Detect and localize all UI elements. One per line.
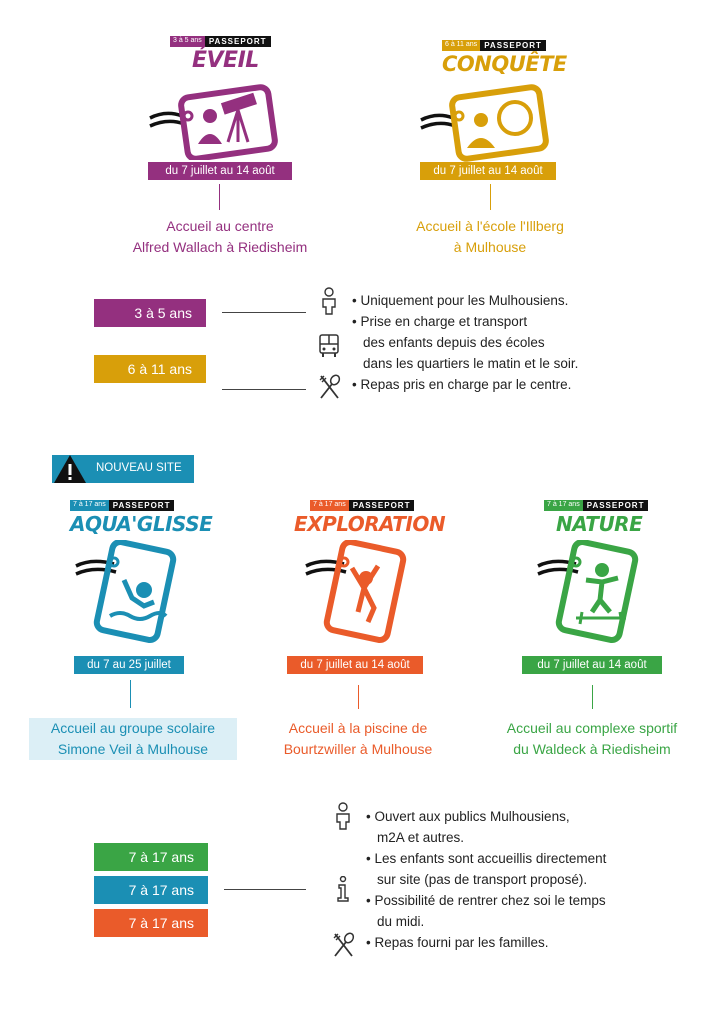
age-tag: 7 à 17 ans — [310, 500, 349, 511]
age-tag: 7 à 17 ans — [544, 500, 583, 511]
bus-icon — [318, 333, 340, 359]
warning-icon — [52, 453, 88, 485]
venue — [29, 718, 237, 760]
balance-icon — [536, 540, 646, 650]
passport-title: AQUA'GLISSE — [70, 512, 213, 536]
compass-icon — [419, 84, 549, 164]
venue-line: Accueil au centre — [166, 218, 274, 234]
info-line: des enfants depuis des écoles — [363, 335, 545, 350]
age-bar: 7 à 17 ans — [94, 876, 208, 904]
age-bar: 6 à 11 ans — [94, 355, 206, 383]
venue-line: Accueil à l'école l'Illberg — [416, 218, 564, 234]
venue — [380, 216, 600, 258]
info-list — [366, 806, 606, 953]
info-line: • Ouvert aux publics Mulhousiens, — [366, 809, 570, 824]
passport-label: PASSEPORT — [480, 40, 546, 51]
connector — [358, 685, 359, 709]
divider — [222, 389, 306, 390]
age-tag: 6 à 11 ans — [442, 40, 480, 51]
passport-title: CONQUÊTE — [442, 52, 567, 76]
age-bar: 3 à 5 ans — [94, 299, 206, 327]
person-icon — [334, 802, 352, 830]
venue-line: Accueil à la piscine de — [288, 720, 428, 736]
age-bar: 7 à 17 ans — [94, 843, 208, 871]
passport-exploration — [290, 498, 446, 648]
connector — [219, 184, 220, 210]
age-tag: 3 à 5 ans — [170, 36, 205, 47]
info-line: sur site (pas de transport proposé). — [377, 872, 588, 887]
climber-icon — [304, 540, 414, 650]
passport-title: EXPLORATION — [294, 512, 446, 536]
info-icon — [336, 876, 350, 902]
connector — [130, 680, 131, 708]
date-badge: du 7 juillet au 14 août — [522, 656, 662, 674]
notice-label: NOUVEAU SITE — [96, 462, 182, 474]
info-line: • Les enfants sont accueillis directement — [366, 851, 607, 866]
venue-line: du Waldeck à Riedisheim — [513, 741, 671, 757]
venue-line: Simone Veil à Mulhouse — [57, 741, 209, 757]
venue-line: Bourtzwiller à Mulhouse — [283, 741, 433, 757]
connector — [592, 685, 593, 709]
venue-line: à Mulhouse — [453, 239, 527, 255]
info-list — [352, 290, 578, 395]
connector — [490, 184, 491, 210]
passport-title: NATURE — [556, 512, 643, 536]
passport-label: PASSEPORT — [109, 500, 175, 511]
notice-banner — [52, 455, 194, 483]
info-line: • Possibilité de rentrer chez soi le temps — [366, 893, 606, 908]
cutlery-icon — [318, 374, 342, 400]
passport-nature — [526, 498, 676, 648]
cutlery-icon — [332, 932, 356, 958]
age-tag: 7 à 17 ans — [70, 500, 109, 511]
passport-title: ÉVEIL — [192, 48, 259, 73]
date-badge: du 7 juillet au 14 août — [287, 656, 423, 674]
venue — [248, 718, 468, 760]
info-line: • Repas pris en charge par le centre. — [352, 377, 572, 392]
divider — [222, 312, 306, 313]
passport-label: PASSEPORT — [583, 500, 649, 511]
divider — [224, 889, 306, 890]
passport-label: PASSEPORT — [205, 36, 271, 47]
info-line: • Uniquement pour les Mulhousiens. — [352, 293, 569, 308]
age-bar: 7 à 17 ans — [94, 909, 208, 937]
venue — [110, 216, 330, 258]
info-line: • Prise en charge et transport — [352, 314, 528, 329]
info-line: • Repas fourni par les familles. — [366, 935, 549, 950]
venue-line: Accueil au groupe scolaire — [50, 720, 216, 736]
venue — [482, 718, 702, 760]
venue-line: Accueil au complexe sportif — [506, 720, 678, 736]
passport-conquete — [415, 36, 585, 156]
date-badge: du 7 juillet au 14 août — [148, 162, 292, 180]
telescope-icon — [148, 80, 278, 160]
passport-eveil — [140, 36, 310, 156]
date-badge: du 7 juillet au 14 août — [420, 162, 556, 180]
venue-line: Alfred Wallach à Riedisheim — [132, 239, 308, 255]
info-line: dans les quartiers le matin et le soir. — [363, 356, 579, 371]
person-icon — [320, 287, 338, 315]
info-line: du midi. — [377, 914, 425, 929]
passport-aquaglisse — [60, 498, 213, 648]
swimmer-icon — [74, 540, 184, 650]
passport-label: PASSEPORT — [349, 500, 415, 511]
date-badge: du 7 au 25 juillet — [74, 656, 184, 674]
info-line: m2A et autres. — [377, 830, 465, 845]
